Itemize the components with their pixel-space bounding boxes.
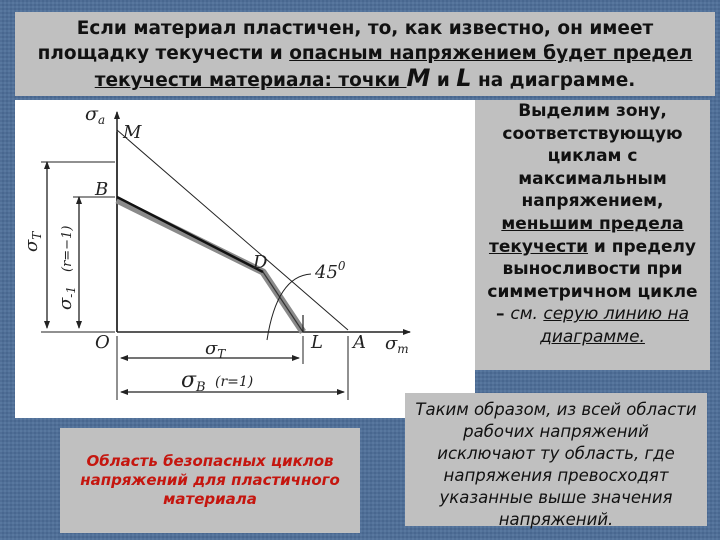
label-m: M	[123, 122, 142, 143]
header-line-2a: площадку текучести и	[37, 43, 290, 64]
header-point-m: M	[406, 64, 431, 92]
explanation-part-4: см.	[510, 304, 544, 325]
explanation-panel	[475, 100, 710, 370]
label-sigma-m: $\sigma_m$	[385, 333, 409, 356]
header-line-3b: и	[430, 70, 457, 91]
label-o: O	[95, 332, 110, 353]
header-title	[15, 12, 715, 96]
explanation-part-1: Выделим зону, соответствующую циклам с максимальным напряжением,	[502, 101, 683, 212]
safe-zone-caption	[60, 428, 360, 533]
line-d-l	[263, 272, 303, 332]
header-line-3c: на диаграмме.	[471, 70, 636, 91]
label-r-one: (r=1)	[215, 374, 254, 390]
conclusion-note	[405, 393, 707, 529]
header-line-2	[23, 41, 707, 66]
label-sigma-minus1: $\sigma_{-1}$	[55, 286, 78, 310]
label-angle: $45^0$	[315, 259, 346, 283]
label-d: D	[253, 252, 268, 273]
header-line-3a: текучести материала: точки	[94, 70, 407, 91]
label-r-minus1: (r=−1)	[60, 225, 75, 272]
header-point-l: L	[456, 64, 472, 92]
label-b: B	[95, 179, 109, 200]
label-sigma-b: σB	[181, 368, 206, 395]
caption-text: Область безопасных циклов напряжений для пластичного материала	[80, 452, 340, 508]
header-line-1: Если материал пластичен, то, как известно, он имеет	[76, 18, 654, 39]
conclusion-text: Таким образом, из всей области рабочих напряжений исключают ту область, где напряжения превосходят указанные выше значения напряжений.	[415, 400, 697, 529]
line-b-d	[117, 197, 263, 272]
haigh-diagram	[15, 100, 475, 418]
explanation-part-3: и пределу выносливости при симметричном цикле –	[487, 236, 698, 325]
explanation-part-5: серую линию на диаграмме.	[540, 304, 690, 347]
safe-zone-line	[117, 200, 303, 332]
label-l: L	[311, 332, 323, 353]
explanation-part-2: меньшим предела текучести	[488, 213, 684, 257]
header-line-3	[23, 66, 707, 93]
label-a: A	[353, 332, 366, 353]
label-sigma-t-bottom: $\sigma_T$	[205, 338, 226, 361]
label-sigma-a: $\sigma_a$	[85, 103, 106, 127]
diagram-svg	[15, 100, 475, 418]
line-m-a	[117, 130, 348, 330]
header-line-2b: опасным напряжением будет предел	[289, 43, 693, 64]
label-sigma-t-left: $\sigma_T$	[21, 231, 44, 252]
